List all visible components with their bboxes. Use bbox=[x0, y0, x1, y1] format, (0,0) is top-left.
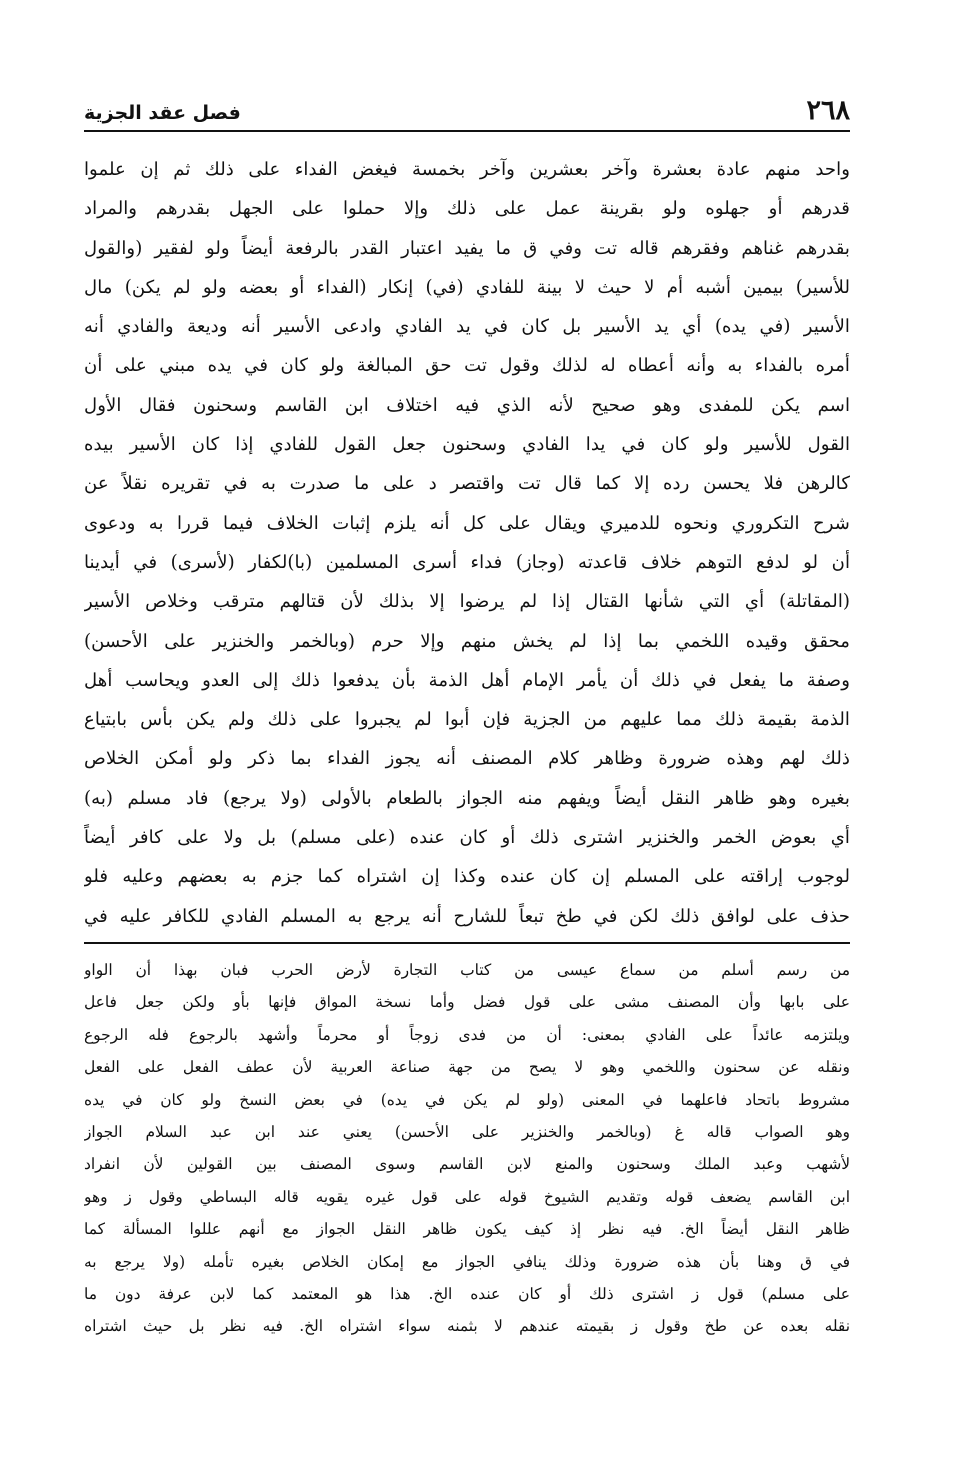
main-text-line: بقدرهم غناهم وفقرهم قاله تت وفي ق ما يفيد اعتبار القدر بالرفعة أيضاً ولو لفقير (والقول bbox=[84, 237, 850, 259]
page-number: ٢٦٨ bbox=[806, 95, 850, 126]
footnote-block bbox=[84, 954, 850, 1343]
footnote-line: لأشهب وعبد الملك وسحنون والمنع لابن القاسم وسوى المصنف بين القولين لأن انفراد bbox=[84, 1155, 850, 1174]
main-text-line: القول للأسير ولو كان في يدا الفادي وسحنون جعل القول للفادي إذا كان الأسير بيده bbox=[84, 434, 850, 456]
main-text-line: وصفة ما يفعل في ذلك أن يأمر الإمام أهل الذمة بأن يدفعوا ذلك إلى العدو ويحاسب أهل bbox=[84, 669, 850, 691]
footnote-line: من رسم أسلم من سماع عيسى من كتاب التجارة لأرض الحرب فبان بهذا أن الواو bbox=[84, 961, 850, 979]
footnote-line: على مسلم) قول ز اشترى ذلك أو كان عنده الخ. هذا هو المعتمد كما لابن عرفة دون ما bbox=[84, 1285, 850, 1304]
footnote-line: مشروط باتحاد فاعلهما في المعنى (ولو لم يكن في يده) في بعض النسخ ولو كان في يده bbox=[84, 1090, 850, 1109]
main-text-line: محقق وقيده اللخمي بما إذا لم يخش منهم وإلا حرم (وبالخمر والخنزير على الأحسن) bbox=[84, 630, 850, 652]
main-text-line: قدرهم أو جهلوه ولو بقرينة عمل على ذلك وإلا حملوا على الجهل بقدرهم والمراد bbox=[84, 198, 850, 220]
page-header bbox=[84, 88, 850, 128]
running-title: فصل عقد الجزية bbox=[84, 102, 241, 124]
main-text-line: الأسير (في يده) أي يد الأسير بل كان في يد الفادي وادعى الأسير أنه وديعة والفادي أنه bbox=[84, 316, 850, 338]
main-text-line: بغيره وهو ظاهر النقل أيضاً ويفهم منه الجواز بالطعام بالأولى (ولا يرجع) فاد مسلم (به) bbox=[84, 787, 850, 809]
main-text-line: ذلك لهم وهذه ضرورة وظاهر كلام المصنف أنه يجوز الفداء بما ذكر ولو أمكن الخلاص bbox=[84, 748, 850, 770]
footnote-line: وهو الصواب قاله غ (وبالخمر والخنزير على الأحسن) يعني عند ابن عبد السلام الجواز bbox=[84, 1123, 850, 1142]
footnote-line: ابن القاسم يضعف قوله وتقديم الشيوخ قوله على قول غيره يقويه قاله البساطي وقول ز وهو bbox=[84, 1187, 850, 1206]
footnote-line: ويلتزمه عائداً على الفادي بمعنى: أن من فدى زوجاً أو محرماً وأشهد بالرجوع فله الرجوع bbox=[84, 1025, 850, 1044]
footnote-line: في ق وهنا بأن هذه ضرورة وذلك ينافي الجواز مع إمكان الخلاص بغيره تأمله (ولا يرجع به bbox=[84, 1252, 850, 1271]
main-text-line: حذف على لوافق ذلك لكن في طخ تبعاً للشارح أنه يرجع به المسلم الفادي للكافر عليه في bbox=[84, 905, 850, 927]
main-text-line: واحد منهم عادة بعشرة وآخر بعشرين وآخر بخمسة فيغض الفداء على ذلك ثم إن علموا bbox=[84, 159, 850, 180]
main-text-block bbox=[84, 150, 850, 936]
main-text-line: (المقاتلة) أي التي شأنها القتال إذا لم يرضوا إلا بذلك لأن قتالهم مترقب وخلاص الأسير bbox=[84, 591, 850, 613]
footnote-line: نقله بعده عن طخ وقول ز بقيمته عندهم لا بثمنه سواء اشتراه الخ. فيه نظر بل حيث اشتراه bbox=[84, 1317, 850, 1336]
main-text-line: أي بعوض الخمر والخنزير اشترى ذلك أو كان عنده (على مسلم) بل ولا على كافر أيضاً bbox=[84, 827, 850, 849]
header-rule bbox=[84, 130, 850, 132]
main-text-line: أن لو لدفع التوهم خلاف قاعدته (وجاز) فداء أسرى المسلمين (با)لكفار (لأسرى) في أيدينا bbox=[84, 551, 850, 573]
main-text-line: شرح التكروري ونحوه للدميري ويقال على كل أنه يلزم إثبات الخلاف فيما قررا به ودعوى bbox=[84, 512, 850, 534]
footnote-line: على بابها وأن المصنف مشى على قول فضل وأما نسخة المواق فإنها بأو ولكن جعل فاعل bbox=[84, 993, 850, 1012]
main-text-line: اسم يكن للمفدى وهو صحيح لأنه الذي فيه اختلاف ابن القاسم وسحنون فقال الأول bbox=[84, 394, 850, 416]
main-text-line: الذمة بقيمة ذلك مما عليهم من الجزية فإن أبوا لم يجبروا على ذلك ولم يكن بأس بابتياع bbox=[84, 709, 850, 731]
footnote-line: ونقله عن سحنون واللخمي وهو لا يصح من جهة صناعة العربية لأن عطف الفعل على الفعل bbox=[84, 1058, 850, 1077]
footnote-rule bbox=[84, 942, 850, 944]
main-text-line: كالرهن فلا يحسن رده إلا كما قال تت واقتصر د على ما صدرت به في تقريره نقلاً عن bbox=[84, 473, 850, 495]
footnote-line: ظاهر النقل أيضاً الخ. فيه نظر إذ كيف يكون ظاهر النقل الجواز مع أنهم عللوا المسألة كما bbox=[84, 1220, 850, 1239]
main-text-line: لوجوب إراقته على المسلم إن كان عنده وكذا إن اشتراه كما جزم به بعضهم وعليه فلو bbox=[84, 866, 850, 888]
main-text-line: للأسير) بيمين أشبه أم لا حيث لا بينة للفادي (في) إنكار (الفداء أو بعضه ولو لم يكن) مال bbox=[84, 276, 850, 298]
main-text-line: أمره بالفداء به وأنه أعطاه له لذلك وقول تت حق المبالغة ولو كان في يده مبني على أن bbox=[84, 355, 850, 377]
